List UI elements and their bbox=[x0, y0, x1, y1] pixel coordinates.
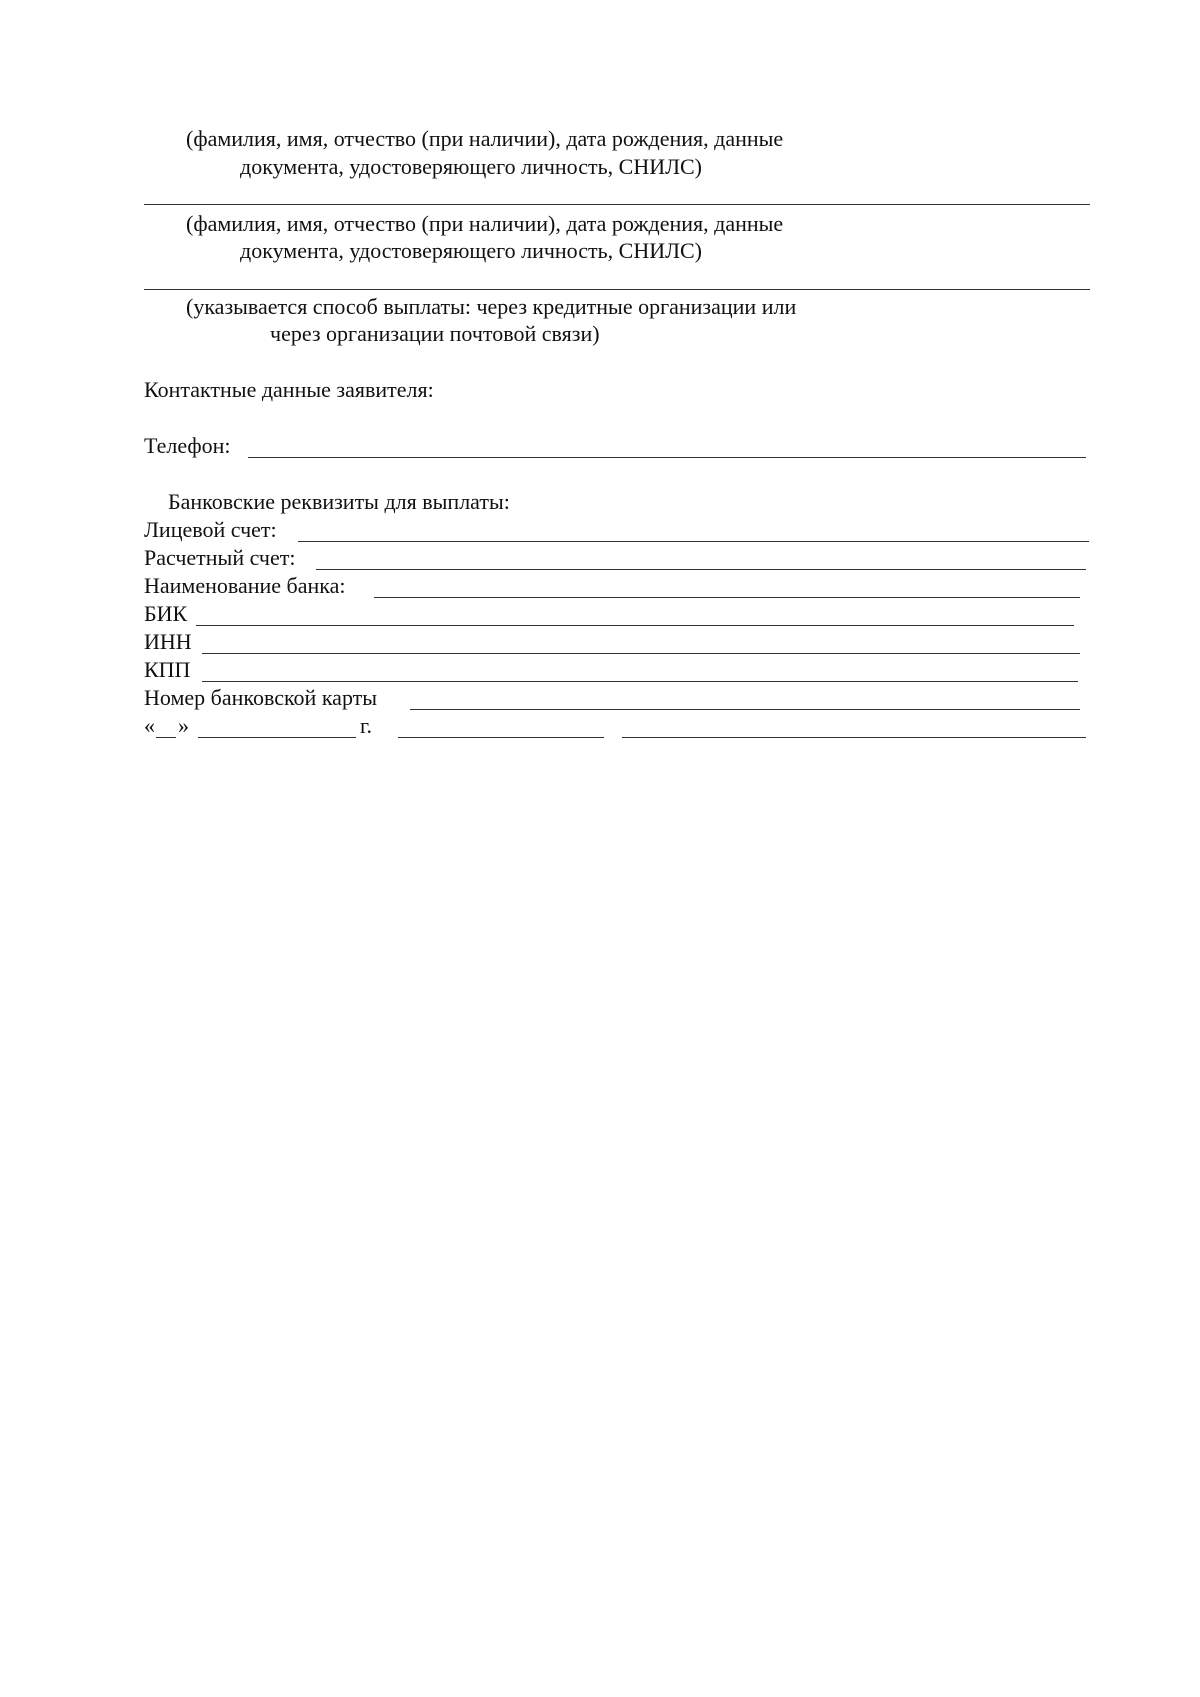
date-close-quote: » bbox=[178, 713, 189, 738]
kpp-label: КПП bbox=[144, 657, 191, 682]
settlement-account-field[interactable] bbox=[316, 569, 1086, 570]
settlement-account-label: Расчетный счет: bbox=[144, 545, 296, 570]
signature-field[interactable] bbox=[398, 737, 604, 738]
card-number-label: Номер банковской карты bbox=[144, 685, 378, 710]
phone-label: Телефон: bbox=[144, 433, 231, 458]
caption-person-2-line-2: документа, удостоверяющего личность, СНИЛС) bbox=[240, 238, 703, 263]
caption-person-1-line-1: (фамилия, имя, отчество (при наличии), дата рождения, данные bbox=[186, 126, 784, 151]
inn-label: ИНН bbox=[144, 629, 192, 654]
bank-heading: Банковские реквизиты для выплаты: bbox=[168, 489, 510, 514]
inn-field[interactable] bbox=[202, 653, 1080, 654]
caption-person-2-line-1: (фамилия, имя, отчество (при наличии), дата рождения, данные bbox=[186, 211, 784, 236]
date-day-field[interactable] bbox=[156, 737, 176, 738]
date-month-field[interactable] bbox=[198, 737, 356, 738]
caption-payment-line-2: через организации почтовой связи) bbox=[270, 321, 600, 346]
signature-transcript-field[interactable] bbox=[622, 737, 1086, 738]
contacts-heading: Контактные данные заявителя: bbox=[144, 377, 434, 402]
phone-field[interactable] bbox=[248, 457, 1086, 458]
caption-payment-line-1: (указывается способ выплаты: через кредитные организации или bbox=[186, 294, 797, 319]
bank-name-field[interactable] bbox=[374, 597, 1080, 598]
payment-method-entry-line[interactable] bbox=[144, 289, 1090, 290]
card-number-field[interactable] bbox=[410, 709, 1080, 710]
date-open-quote: « bbox=[144, 713, 155, 738]
personal-account-label: Лицевой счет: bbox=[144, 517, 277, 542]
person-2-entry-line[interactable] bbox=[144, 204, 1090, 205]
date-year-suffix: г. bbox=[360, 713, 373, 738]
bik-label: БИК bbox=[144, 601, 188, 626]
caption-person-1-line-2: документа, удостоверяющего личность, СНИЛС) bbox=[240, 154, 703, 179]
bik-field[interactable] bbox=[196, 625, 1074, 626]
bank-name-label: Наименование банка: bbox=[144, 573, 346, 598]
kpp-field[interactable] bbox=[202, 681, 1078, 682]
personal-account-field[interactable] bbox=[298, 541, 1089, 542]
